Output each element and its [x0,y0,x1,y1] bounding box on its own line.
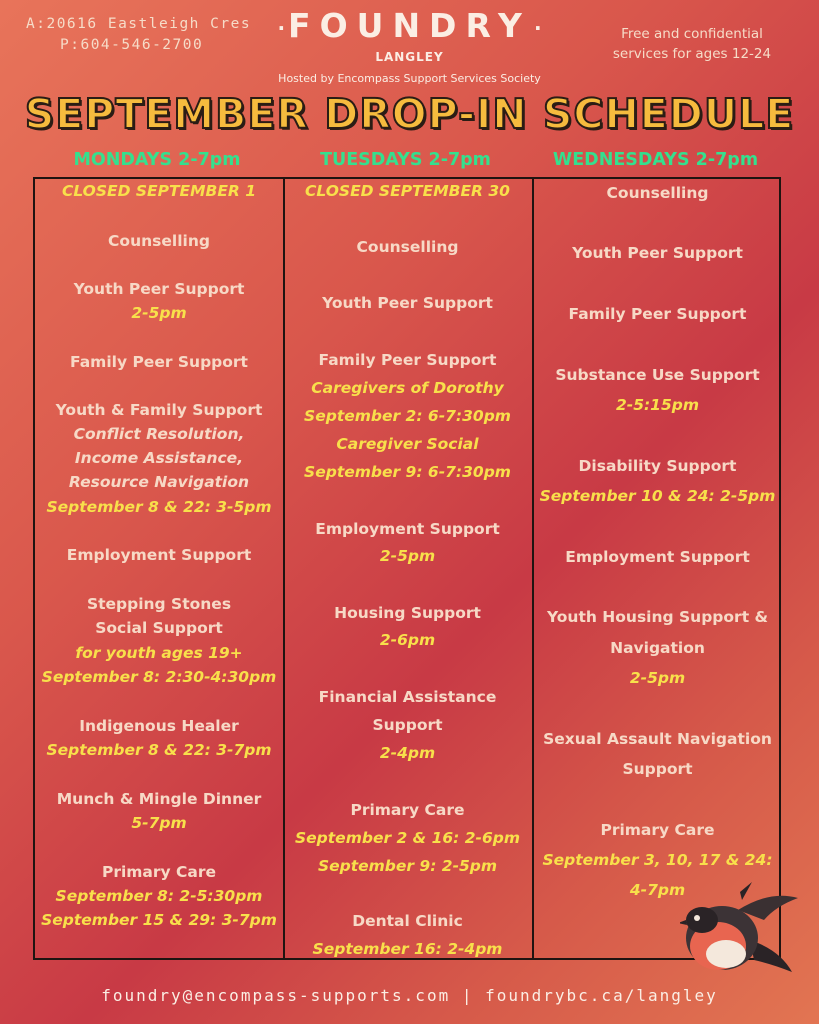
monday-yfs-detail-1: Conflict Resolution, [73,425,245,443]
logo-dot-left: · [277,15,286,40]
tuesday-fp-time-3: Caregiver Social [336,435,479,453]
tuesday-counselling: Counselling [356,238,459,256]
tuesday-closed-notice: CLOSED SEPTEMBER 30 [305,182,510,200]
wednesday-counselling: Counselling [606,184,709,202]
tagline-line-2: services for ages 12-24 [612,46,772,62]
wednesday-employment: Employment Support [565,548,750,566]
tuesday-column [283,179,534,958]
address-text: A:20616 Eastleigh Cres [26,16,252,32]
tuesday-primary-time-2: September 9: 2-5pm [317,857,498,875]
wednesday-youth-housing-2: Navigation [610,639,705,657]
logo-dot-right: · [533,15,542,40]
location-label: LANGLEY [375,49,444,64]
monday-heading: MONDAYS 2-7pm [73,150,241,170]
monday-youth-peer: Youth Peer Support [73,280,245,298]
tuesday-employment-time: 2-5pm [379,547,436,565]
monday-employment: Employment Support [66,546,252,564]
tuesday-housing: Housing Support [334,604,481,622]
tuesday-dental: Dental Clinic [352,912,463,930]
monday-column [35,179,285,958]
monday-primary: Primary Care [101,863,217,881]
wednesday-primary-time-2: 4-7pm [629,881,686,899]
monday-munch-time: 5-7pm [131,814,187,832]
monday-youth-peer-time: 2-5pm [131,304,187,322]
tuesday-fp-time-4: September 9: 6-7:30pm [304,463,511,481]
wednesday-column [534,179,781,958]
tuesday-fp-time-1: Caregivers of Dorothy [311,379,504,397]
tuesday-family-peer: Family Peer Support [318,351,497,369]
page-title: SEPTEMBER DROP-IN SCHEDULE [24,90,795,138]
monday-stepping-1: Stepping Stones [86,595,232,613]
monday-counselling: Counselling [108,232,210,250]
wednesday-family-peer: Family Peer Support [568,305,747,323]
tuesday-financial-2: Support [372,716,443,734]
monday-yfs-detail-3: Resource Navigation [68,473,250,491]
wednesday-substance: Substance Use Support [555,366,760,384]
monday-healer-time: September 8 & 22: 3-7pm [46,741,272,759]
monday-munch: Munch & Mingle Dinner [56,790,262,808]
monday-yfs-time: September 8 & 22: 3-5pm [46,498,272,516]
logo-text: FOUNDRY [288,6,531,45]
footer-contact: foundry@encompass-supports.com | foundrybc.ca/langley [101,986,718,1005]
wednesday-sexual-assault-2: Support [622,760,693,778]
tuesday-financial-1: Financial Assistance [318,688,497,706]
wednesday-substance-time: 2-5:15pm [615,396,700,414]
monday-family-peer: Family Peer Support [70,353,248,371]
monday-stepping-detail: for youth ages 19+ [75,644,243,662]
monday-primary-time-1: September 8: 2-5:30pm [55,887,263,905]
monday-yfs: Youth & Family Support [55,401,263,419]
tuesday-primary-time-1: September 2 & 16: 2-6pm [295,829,520,847]
wednesday-youth-housing-time: 2-5pm [629,669,686,687]
tuesday-fp-time-2: September 2: 6-7:30pm [304,407,511,425]
wednesday-heading: WEDNESDAYS 2-7pm [552,150,759,170]
monday-stepping-time: September 8: 2:30-4:30pm [41,668,277,686]
wednesday-primary-time-1: September 3, 10, 17 & 24: [542,851,773,869]
wednesday-disability: Disability Support [578,457,737,475]
hosted-by-text: Hosted by Encompass Support Services Society [278,71,541,85]
tuesday-heading: TUESDAYS 2-7pm [320,150,491,170]
bird-illustration [680,880,800,980]
wednesday-youth-housing-1: Youth Housing Support & [546,608,769,626]
tuesday-dental-time: September 16: 2-4pm [312,940,503,958]
monday-closed-notice: CLOSED SEPTEMBER 1 [61,182,257,200]
tuesday-financial-time: 2-4pm [379,744,436,762]
monday-yfs-detail-2: Income Assistance, [74,449,244,467]
monday-primary-time-2: September 15 & 29: 3-7pm [41,911,277,929]
monday-healer: Indigenous Healer [79,717,239,735]
tuesday-employment: Employment Support [315,520,500,538]
tagline [597,24,787,64]
wednesday-primary: Primary Care [600,821,715,839]
tuesday-youth-peer: Youth Peer Support [322,294,493,312]
wednesday-sexual-assault-1: Sexual Assault Navigation [543,730,772,748]
monday-stepping-2: Social Support [95,619,223,637]
wednesday-youth-peer: Youth Peer Support [572,244,743,262]
tuesday-primary: Primary Care [350,801,465,819]
tuesday-housing-time: 2-6pm [379,631,436,649]
schedule-grid [33,177,781,960]
phone-text: P:604-546-2700 [60,37,204,53]
wednesday-disability-time: September 10 & 24: 2-5pm [539,487,776,505]
tagline-line-1: Free and confidential [621,26,763,42]
